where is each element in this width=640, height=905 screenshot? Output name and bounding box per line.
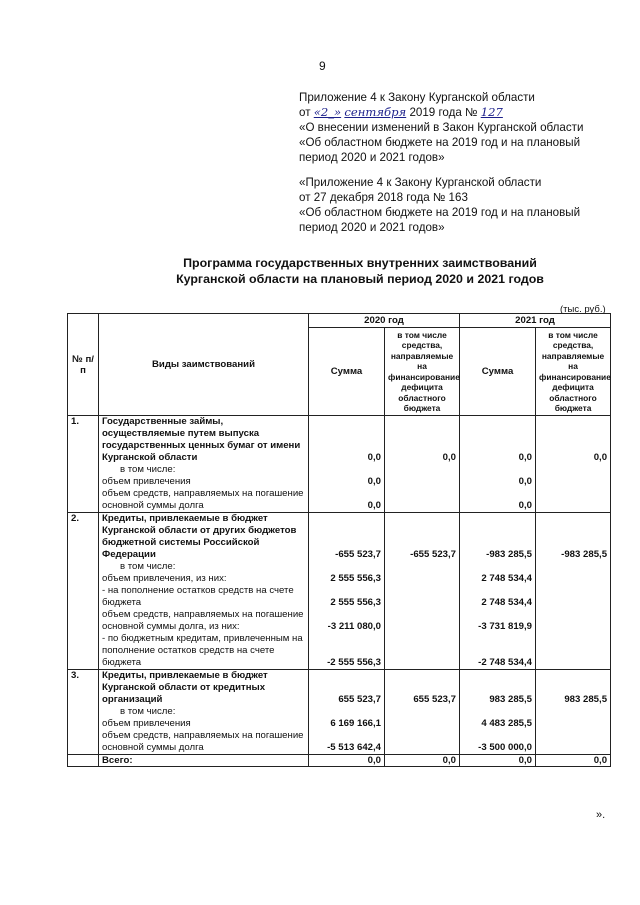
value-column-sum-2021 <box>460 670 536 755</box>
total-value: 0,0 <box>460 755 536 767</box>
header-year-2021: 2021 год <box>460 314 611 328</box>
cell-value: 0,0 <box>518 500 533 511</box>
row-refill-label: бюджета <box>102 597 142 608</box>
row-repayment-label: основной суммы долга, из них: <box>102 621 240 632</box>
row-attraction-label: объем привлечения <box>102 718 191 729</box>
row-title-line: государственных ценных бумаг от имени <box>102 440 301 451</box>
cell-value: -2 555 556,3 <box>327 657 381 668</box>
value-column-deficit-2020 <box>385 670 460 755</box>
row-including-label: в том числе: <box>120 706 176 717</box>
cell-value: 2 748 534,4 <box>481 597 533 608</box>
handwritten-law-number: 127 <box>480 105 503 119</box>
header-deficit-2020: в том числе средства, направляемые на финансирование дефицита областного бюджета <box>385 328 460 416</box>
appendix-line: период 2020 и 2021 годов» <box>299 221 445 234</box>
appendix-line: «Об областном бюджете на 2019 год и на плановый <box>299 136 581 149</box>
row-number: 1. <box>68 416 99 513</box>
cell-value: 2 748 534,4 <box>481 573 533 584</box>
total-value: 0,0 <box>385 755 460 767</box>
row-repayment-label: объем средств, направляемых на погашение <box>102 730 304 741</box>
cell-value: 0,0 <box>518 452 533 463</box>
row-attraction-label: объем привлечения, из них: <box>102 573 227 584</box>
row-title-line: осуществляемые путем выпуска <box>102 428 260 439</box>
row-repayment-label: объем средств, направляемых на погашение <box>102 488 304 499</box>
value-column-sum-2021 <box>460 416 536 513</box>
cell-value: 0,0 <box>367 476 381 487</box>
row-title-line: Государственные займы, <box>102 416 224 427</box>
row-description <box>99 670 309 755</box>
appendix-line: период 2020 и 2021 годов» <box>299 151 445 164</box>
row-attraction-label: объем привлечения <box>102 476 191 487</box>
cell-value: 2 555 556,3 <box>330 597 381 608</box>
cell-value: -3 211 080,0 <box>327 621 381 632</box>
cell-value: 2 555 556,3 <box>330 573 381 584</box>
cell-value: 0,0 <box>593 452 608 463</box>
value-column-deficit-2021 <box>536 513 611 670</box>
value-column-deficit-2020 <box>385 513 460 670</box>
page-number: 9 <box>319 59 326 73</box>
cell-value: 655 523,7 <box>338 694 381 705</box>
row-budget-credit-label: пополнение остатков средств на счете <box>102 645 275 656</box>
title-line: Программа государственных внутренних заимствований <box>183 256 537 270</box>
cell-value: 983 285,5 <box>489 694 533 705</box>
row-title-line: Кредиты, привлекаемые в бюджет <box>102 513 268 524</box>
appendix-line: «Приложение 4 к Закону Курганской области <box>299 176 542 189</box>
table-total-row <box>68 755 611 767</box>
appendix-date-line <box>299 105 629 120</box>
cell-value: 655 523,7 <box>413 694 457 705</box>
value-column-deficit-2021 <box>536 416 611 513</box>
row-number: 2. <box>68 513 99 670</box>
cell-value: -3 731 819,9 <box>478 621 533 632</box>
row-title-line: Кредиты, привлекаемые в бюджет <box>102 670 268 681</box>
cell-value: -655 523,7 <box>335 549 381 560</box>
value-column-sum-2020 <box>309 670 385 755</box>
total-number-cell <box>68 755 99 767</box>
borrowing-program-table <box>67 313 611 767</box>
value-column-deficit-2020 <box>385 416 460 513</box>
title-line: Курганской области на плановый период 2020 и 2021 годов <box>176 272 544 286</box>
row-repayment-label: объем средств, направляемых на погашение <box>102 609 304 620</box>
cell-value: 0,0 <box>367 500 381 511</box>
row-number: 3. <box>68 670 99 755</box>
row-repayment-label: основной суммы долга <box>102 500 204 511</box>
row-title-line: Федерации <box>102 549 156 560</box>
row-including-label: в том числе: <box>120 561 176 572</box>
header-deficit-2021: в том числе средства, направляемые на финансирование дефицита областного бюджета <box>536 328 611 416</box>
header-sum-2021: Сумма <box>460 328 536 416</box>
table-row <box>68 670 611 755</box>
cell-value: 4 483 285,5 <box>481 718 533 729</box>
appendix-line: «О внесении изменений в Закон Курганской области <box>299 121 584 134</box>
cell-value: -3 500 000,0 <box>478 742 533 753</box>
appendix-header-amending <box>299 90 629 165</box>
handwritten-day: «2_» <box>313 105 342 119</box>
row-description <box>99 416 309 513</box>
header-year-2020: 2020 год <box>309 314 460 328</box>
total-value: 0,0 <box>536 755 611 767</box>
value-column-sum-2020 <box>309 416 385 513</box>
row-title-line: Курганской области <box>102 452 198 463</box>
document-title <box>100 255 620 287</box>
cell-value: -5 513 642,4 <box>327 742 381 753</box>
appendix-line: от 27 декабря 2018 года № 163 <box>299 191 468 204</box>
cell-value: 0,0 <box>518 476 533 487</box>
cell-value: 0,0 <box>442 452 457 463</box>
cell-value: 6 169 166,1 <box>330 718 381 729</box>
row-description <box>99 513 309 670</box>
value-column-deficit-2021 <box>536 670 611 755</box>
row-budget-credit-label: бюджета <box>102 657 142 668</box>
header-sum-2020: Сумма <box>309 328 385 416</box>
row-title-line: Курганской области от кредитных <box>102 682 266 693</box>
appendix-line: «Об областном бюджете на 2019 год и на плановый <box>299 206 581 219</box>
row-refill-label: - на пополнение остатков средств на счете <box>102 585 294 596</box>
cell-value: -655 523,7 <box>410 549 457 560</box>
row-title-line: Курганской области от других бюджетов <box>102 525 297 536</box>
row-including-label: в том числе: <box>120 464 176 475</box>
cell-value: -983 285,5 <box>486 549 533 560</box>
cell-value: -983 285,5 <box>561 549 608 560</box>
date-prefix: от <box>299 106 311 119</box>
date-year-number: 2019 года № <box>409 106 478 119</box>
appendix-line: Приложение 4 к Закону Курганской области <box>299 91 535 104</box>
row-repayment-label: основной суммы долга <box>102 742 204 753</box>
row-budget-credit-label: - по бюджетным кредитам, привлеченным на <box>102 633 303 644</box>
closing-quote-mark: ». <box>596 809 606 821</box>
handwritten-month: сентября <box>344 105 407 119</box>
header-borrowing-kind: Виды заимствований <box>99 314 309 416</box>
appendix-header-original <box>299 175 629 235</box>
table-row <box>68 416 611 513</box>
cell-value: -2 748 534,4 <box>478 657 533 668</box>
table-row <box>68 513 611 670</box>
row-title-line: бюджетной системы Российской <box>102 537 260 548</box>
value-column-sum-2021 <box>460 513 536 670</box>
header-number: № п/п <box>68 314 99 416</box>
total-label: Всего: <box>99 755 309 767</box>
cell-value: 983 285,5 <box>564 694 608 705</box>
unit-note: (тыс. руб.) <box>560 304 606 315</box>
total-value: 0,0 <box>309 755 385 767</box>
row-title-line: организаций <box>102 694 163 705</box>
cell-value: 0,0 <box>367 452 381 463</box>
value-column-sum-2020 <box>309 513 385 670</box>
